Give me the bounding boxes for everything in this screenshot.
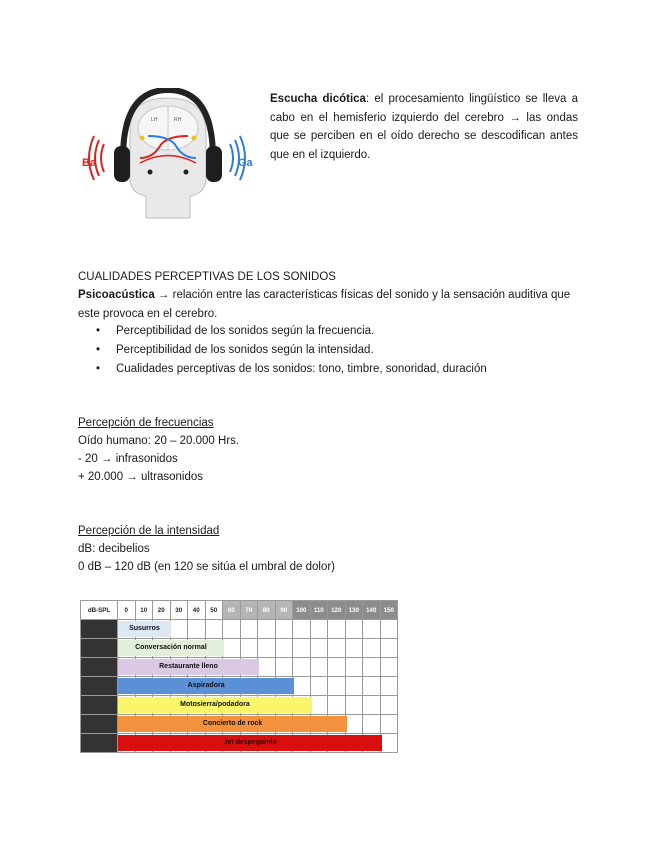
grid-cell	[310, 677, 328, 696]
intensidad-line-2: 0 dB – 120 dB (en 120 se sitúa el umbral de dolor)	[78, 561, 335, 573]
grid-cell	[258, 620, 276, 639]
grid-cell	[118, 696, 250, 715]
grid-cell	[293, 677, 311, 696]
intensity-bar: Aspiradora	[118, 678, 294, 694]
row-thumbnail-image	[81, 658, 118, 677]
grid-cell	[258, 658, 276, 677]
grid-cell	[240, 620, 258, 639]
right-ear-label: Ga	[238, 157, 253, 169]
grid-cell	[380, 677, 398, 696]
grid-cell	[170, 620, 188, 639]
grid-cell	[380, 734, 398, 753]
grid-cell	[310, 620, 328, 639]
row-thumbnail-image	[81, 734, 118, 753]
table-row	[81, 734, 398, 753]
table-row	[81, 715, 398, 734]
table-row	[81, 620, 398, 639]
grid-cell	[118, 715, 263, 734]
grid-cell	[363, 715, 381, 734]
row-thumbnail-image	[81, 696, 118, 715]
frecuencias-line-3: + 20.000 → ultrasonidos	[78, 471, 203, 483]
column-header-90: 90	[275, 601, 293, 620]
table-row	[81, 639, 398, 658]
grid-cell	[363, 696, 381, 715]
grid-cell	[118, 620, 160, 639]
column-header-60: 60	[223, 601, 241, 620]
grid-cell	[345, 658, 363, 677]
grid-cell	[293, 620, 311, 639]
right-hemisphere-label: RH	[174, 117, 182, 123]
column-header-110: 110	[310, 601, 328, 620]
corner-label: dB-SPL	[81, 601, 118, 620]
column-header-50: 50	[205, 601, 223, 620]
grid-cell	[293, 658, 311, 677]
column-header-150: 150	[380, 601, 398, 620]
dichotic-term: Escucha dicótica	[270, 93, 366, 105]
column-header-70: 70	[240, 601, 258, 620]
grid-cell	[363, 658, 381, 677]
intensity-bar: Concierto de rock	[118, 716, 347, 732]
grid-cell	[328, 658, 346, 677]
grid-cell	[188, 620, 206, 639]
left-ear-label: Ba	[82, 157, 97, 169]
grid-cell	[328, 696, 346, 715]
intensity-bar: Jet despegando	[118, 735, 382, 751]
grid-cell	[310, 658, 328, 677]
column-header-140: 140	[363, 601, 381, 620]
grid-cell	[345, 696, 363, 715]
grid-cell	[310, 696, 328, 715]
left-hemisphere-label: LH	[151, 117, 158, 123]
row-thumbnail-image	[81, 715, 118, 734]
grid-cell	[205, 620, 223, 639]
column-header-10: 10	[135, 601, 153, 620]
column-header-30: 30	[170, 601, 188, 620]
table-header-row	[81, 601, 398, 620]
intensidad-heading: Percepción de la intensidad	[78, 525, 220, 537]
frecuencias-line-1: Oído humano: 20 – 20.000 Hrs.	[78, 435, 240, 447]
column-header-130: 130	[345, 601, 363, 620]
table-row	[81, 677, 398, 696]
column-header-0: 0	[118, 601, 136, 620]
frecuencias-heading: Percepción de frecuencias	[78, 417, 214, 429]
frecuencias-line-2: - 20 → infrasonidos	[78, 453, 178, 465]
dichotic-paragraph	[270, 90, 578, 164]
grid-cell	[328, 620, 346, 639]
list-item: • Cualidades perceptivas de los sonidos: tono, timbre, sonoridad, duración	[96, 363, 487, 375]
grid-cell	[345, 677, 363, 696]
column-header-20: 20	[153, 601, 171, 620]
grid-cell	[275, 639, 293, 658]
column-header-100: 100	[293, 601, 311, 620]
psicoacustica-text: → relación entre las características físicas del sonido y la sensación auditiva que este provoca en el cerebro.	[78, 289, 571, 320]
grid-cell	[293, 639, 311, 658]
psicoacustica-term: Psicoacústica	[78, 289, 155, 301]
intensity-bar: Motosierra/podadora	[118, 697, 312, 713]
grid-cell	[275, 658, 293, 677]
table-row	[81, 658, 398, 677]
grid-cell	[345, 620, 363, 639]
section-title: CUALIDADES PERCEPTIVAS DE LOS SONIDOS	[78, 271, 336, 283]
list-item: • Perceptibilidad de los sonidos según la frecuencia.	[96, 325, 375, 337]
grid-cell	[363, 620, 381, 639]
grid-cell	[328, 639, 346, 658]
bullet-list	[96, 322, 596, 379]
grid-cell	[223, 620, 241, 639]
db-spl-table	[80, 600, 398, 758]
intensity-bar: Restaurante lleno	[118, 659, 259, 675]
grid-cell	[118, 658, 218, 677]
list-item: • Perceptibilidad de los sonidos según la intensidad.	[96, 344, 374, 356]
grid-cell	[328, 677, 346, 696]
row-thumbnail-image	[81, 620, 118, 639]
grid-cell	[310, 639, 328, 658]
grid-cell	[363, 639, 381, 658]
grid-cell	[380, 696, 398, 715]
row-thumbnail-image	[81, 639, 118, 658]
intensity-bar: Susurros	[118, 621, 171, 637]
dichotic-text: : el procesamiento lingüístico se lleva a cabo en el hemisferio izquierdo del cerebro → las ondas que se perciben en el oído derecho se descodifican antes que en el izquierdo.	[270, 93, 578, 161]
grid-cell	[345, 715, 363, 734]
psicoacustica-paragraph	[78, 286, 580, 323]
column-header-40: 40	[188, 601, 206, 620]
grid-cell	[380, 715, 398, 734]
grid-cell	[223, 639, 241, 658]
grid-cell	[275, 620, 293, 639]
grid-cell	[380, 658, 398, 677]
grid-cell	[118, 677, 225, 696]
intensidad-line-1: dB: decibelios	[78, 543, 150, 555]
grid-cell	[345, 639, 363, 658]
intensity-bar: Conversación normal	[118, 640, 224, 656]
grid-cell	[118, 639, 207, 658]
column-header-120: 120	[328, 601, 346, 620]
grid-cell	[258, 639, 276, 658]
grid-cell	[240, 639, 258, 658]
table-row	[81, 696, 398, 715]
grid-cell	[380, 620, 398, 639]
grid-cell	[363, 677, 381, 696]
dichotic-listening-figure	[78, 88, 258, 223]
grid-cell	[118, 734, 277, 753]
column-header-80: 80	[258, 601, 276, 620]
row-thumbnail-image	[81, 677, 118, 696]
grid-cell	[380, 639, 398, 658]
